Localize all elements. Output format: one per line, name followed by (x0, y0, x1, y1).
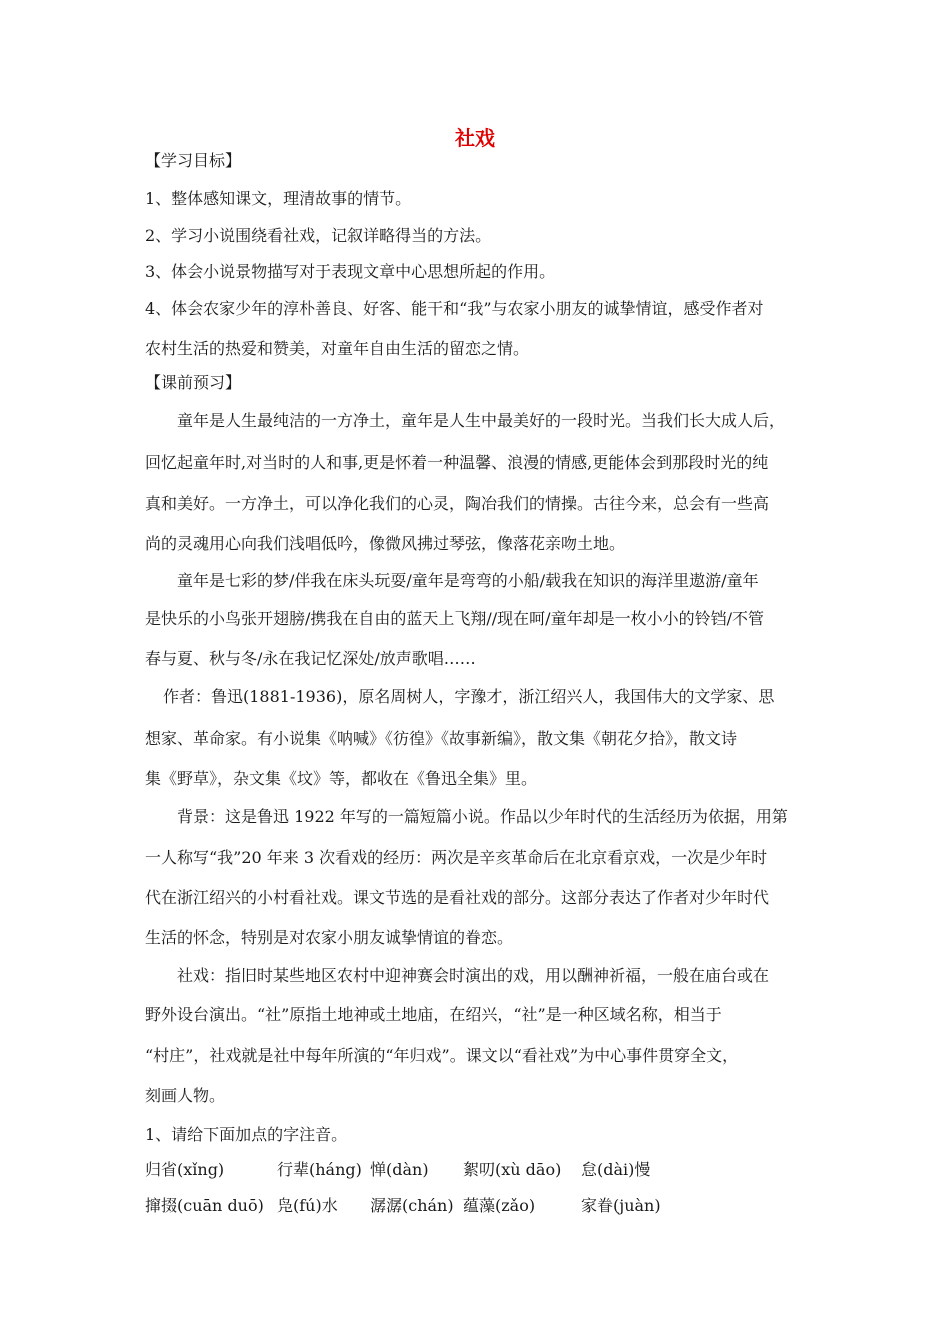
pinyin-item: 家眷(juàn) (581, 1196, 661, 1215)
objective-item: 农村生活的热爱和赞美，对童年自由生活的留恋之情。 (145, 339, 530, 358)
paragraph-line: 背景：这是鲁迅 1922 年写的一篇短篇小说。作品以少年时代的生活经历为依据，用第 (177, 807, 788, 826)
page-title: 社戏 (455, 126, 495, 150)
pinyin-item: 撺掇(cuān duō) (145, 1196, 264, 1215)
pinyin-item: 蕴藻(zǎo) (463, 1196, 536, 1215)
paragraph-line: 集《野草》，杂文集《坟》等，都收在《鲁迅全集》里。 (145, 769, 538, 788)
paragraph-line: 野外设台演出。“社”原指土地神或土地庙，在绍兴，“社”是一种区域名称，相当于 (145, 1005, 722, 1024)
pinyin-item: 行辈(háng) (277, 1160, 362, 1179)
pinyin-item: 絮叨(xù dāo) (463, 1160, 562, 1179)
paragraph-line: 真和美好。一方净土，可以净化我们的心灵，陶冶我们的情操。古往今来，总会有一些高 (145, 494, 770, 513)
pinyin-item: 潺潺(chán) (370, 1196, 454, 1215)
section-heading-objectives: 【学习目标】 (145, 151, 242, 170)
pinyin-item: 凫(fú)水 (277, 1196, 338, 1215)
objective-item: 2、学习小说围绕看社戏，记叙详略得当的方法。 (145, 226, 492, 245)
paragraph-line: 尚的灵魂用心向我们浅唱低吟，像微风拂过琴弦，像落花亲吻土地。 (145, 534, 626, 553)
paragraph-line: 一人称写“我”20 年来 3 次看戏的经历：两次是辛亥革命后在北京看京戏，一次是少年时 (145, 848, 768, 867)
objective-item: 4、体会农家少年的淳朴善良、好客、能干和“我”与农家小朋友的诚挚情谊，感受作者对 (145, 299, 764, 318)
pinyin-item: 归省(xǐng) (145, 1160, 225, 1179)
exercise-prompt: 1、请给下面加点的字注音。 (145, 1125, 348, 1144)
paragraph-line: 想家、革命家。有小说集《呐喊》《彷徨》《故事新编》，散文集《朝花夕拾》，散文诗 (145, 729, 738, 748)
paragraph-line: 童年是人生最纯洁的一方净土，童年是人生中最美好的一段时光。当我们长大成人后， (177, 411, 786, 430)
paragraph-line: 回忆起童年时,对当时的人和事,更是怀着一种温馨、浪漫的情感,更能体会到那段时光的纯 (145, 453, 769, 472)
pinyin-item: 惮(dàn) (370, 1160, 429, 1179)
paragraph-line: 生活的怀念，特别是对农家小朋友诚挚情谊的眷恋。 (145, 928, 514, 947)
paragraph-line: 童年是七彩的梦/伴我在床头玩耍/童年是弯弯的小船/载我在知识的海洋里遨游/童年 (177, 571, 759, 590)
paragraph-line: 是快乐的小鸟张开翅膀/携我在自由的蓝天上飞翔//现在呵/童年却是一枚小小的铃铛/不管 (145, 609, 764, 628)
objective-item: 1、整体感知课文，理清故事的情节。 (145, 189, 412, 208)
paragraph-line: 社戏：指旧时某些地区农村中迎神赛会时演出的戏，用以酬神祈福，一般在庙台或在 (177, 966, 770, 985)
paragraph-line: 作者：鲁迅(1881-1936)，原名周树人，字豫才，浙江绍兴人，我国伟大的文学家、思 (163, 687, 775, 706)
pinyin-item: 怠(dài)慢 (581, 1160, 651, 1179)
paragraph-line: 刻画人物。 (145, 1086, 226, 1105)
paragraph-line: “村庄”，社戏就是社中每年所演的“年归戏”。课文以“看社戏”为中心事件贯穿全文， (145, 1046, 739, 1065)
objective-item: 3、体会小说景物描写对于表现文章中心思想所起的作用。 (145, 262, 556, 281)
section-heading-preview: 【课前预习】 (145, 373, 242, 392)
paragraph-line: 春与夏、秋与冬/永在我记忆深处/放声歌唱…… (145, 649, 476, 668)
paragraph-line: 代在浙江绍兴的小村看社戏。课文节选的是看社戏的部分。这部分表达了作者对少年时代 (145, 888, 770, 907)
